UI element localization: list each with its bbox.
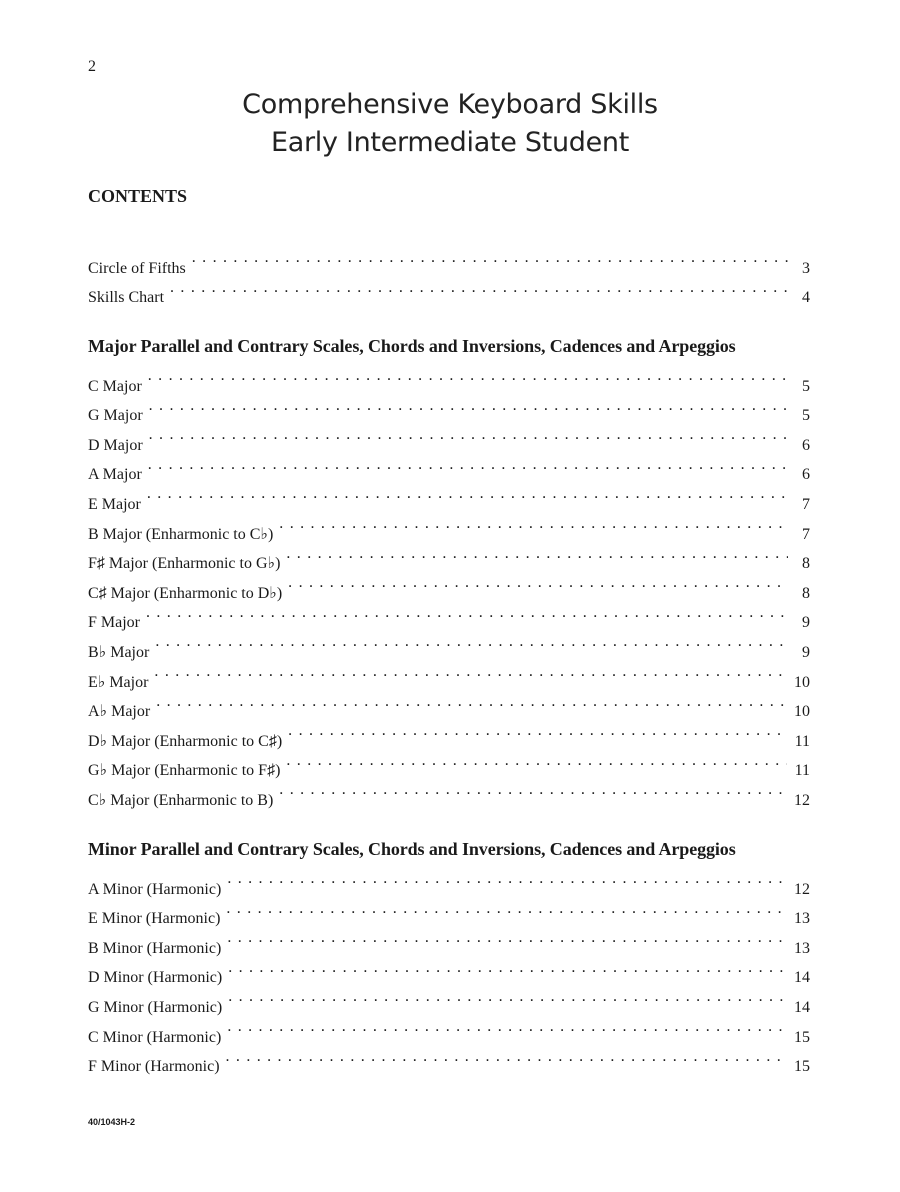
- dot-leader: [227, 1012, 786, 1042]
- toc-entry-label: F Minor (Harmonic): [88, 1058, 220, 1076]
- toc-entry-label: E Minor (Harmonic): [88, 910, 221, 928]
- toc-entry-page: 12: [794, 791, 810, 809]
- toc-entry-label: A♭ Major: [88, 703, 151, 721]
- major-section-heading: Major Parallel and Contrary Scales, Chords and Inversions, Cadences and Arpeggios: [88, 336, 736, 356]
- dot-leader: [227, 923, 786, 953]
- toc-entry: [88, 627, 810, 661]
- toc-entry: [88, 479, 810, 513]
- dot-leader: [286, 746, 786, 776]
- toc-entry-label: E Major: [88, 495, 141, 513]
- dot-leader: [155, 627, 788, 657]
- toc-entry-label: C Minor (Harmonic): [88, 1028, 222, 1046]
- toc-entry-label: A Major: [88, 466, 142, 484]
- dot-leader: [226, 1042, 786, 1072]
- toc-entry-page: 8: [802, 555, 810, 573]
- toc-entry-page: 13: [794, 939, 810, 957]
- toc-entry-label: D♭ Major (Enharmonic to C♯): [88, 732, 283, 750]
- dot-leader: [288, 568, 788, 598]
- toc-entry-label: E♭ Major: [88, 673, 149, 691]
- toc-entry: [88, 420, 810, 454]
- toc-entry-label: Skills Chart: [88, 289, 165, 307]
- dot-leader: [156, 687, 786, 717]
- dot-leader: [192, 243, 788, 273]
- toc-entry-page: 5: [802, 377, 810, 395]
- toc-entry-label: F♯ Major (Enharmonic to G♭): [88, 555, 281, 573]
- toc-entry-page: 7: [802, 495, 810, 513]
- toc-entry-page: 12: [794, 880, 810, 898]
- dot-leader: [279, 775, 786, 805]
- title-line-1: Comprehensive Keyboard Skills: [242, 89, 658, 120]
- toc-entry-page: 9: [802, 643, 810, 661]
- toc-entry: [88, 391, 810, 425]
- toc-entry-label: B Major (Enharmonic to C♭): [88, 525, 274, 543]
- toc-entry-label: G Minor (Harmonic): [88, 998, 223, 1016]
- dot-leader: [147, 479, 788, 509]
- toc-entry-page: 15: [794, 1058, 810, 1076]
- dot-leader: [288, 716, 786, 746]
- toc-entry: [88, 361, 810, 395]
- toc-entry: [88, 450, 810, 484]
- major-section: [88, 331, 810, 809]
- toc-entry-label: G Major: [88, 407, 143, 425]
- toc-entry-label: F Major: [88, 614, 140, 632]
- toc-entry-page: 13: [794, 910, 810, 928]
- toc-entry-label: C Major: [88, 377, 142, 395]
- dot-leader: [148, 450, 788, 480]
- toc-entry-page: 14: [794, 998, 810, 1016]
- toc-entry-label: G♭ Major (Enharmonic to F♯): [88, 762, 281, 780]
- toc-entry-label: C♭ Major (Enharmonic to B): [88, 791, 274, 809]
- toc-entry-label: C♯ Major (Enharmonic to D♭): [88, 584, 283, 602]
- page-number: 2: [88, 58, 96, 75]
- toc-entry: [88, 864, 810, 898]
- toc-entry-label: Circle of Fifths: [88, 259, 186, 277]
- toc-entry-label: B♭ Major: [88, 643, 150, 661]
- toc-entry-label: D Major: [88, 436, 143, 454]
- toc-entry-label: A Minor (Harmonic): [88, 880, 222, 898]
- dot-leader: [228, 982, 786, 1012]
- dot-leader: [286, 539, 788, 569]
- toc-entry-page: 11: [794, 762, 810, 780]
- minor-section: [88, 834, 810, 1076]
- dot-leader: [146, 598, 788, 628]
- title-line-2: Early Intermediate Student: [270, 127, 630, 158]
- dot-leader: [148, 361, 788, 391]
- document-title: [0, 86, 900, 162]
- toc-entry-page: 7: [802, 525, 810, 543]
- toc-entry-page: 5: [802, 407, 810, 425]
- dot-leader: [154, 657, 786, 687]
- contents-heading: CONTENTS: [88, 186, 188, 206]
- toc-entry-page: 11: [794, 732, 810, 750]
- toc-entry-label: B Minor (Harmonic): [88, 939, 222, 957]
- toc-entry: [88, 687, 810, 721]
- toc-entry-page: 4: [802, 289, 810, 307]
- toc-entry-page: 6: [802, 466, 810, 484]
- dot-leader: [279, 509, 788, 539]
- dot-leader: [149, 420, 788, 450]
- minor-section-heading: Minor Parallel and Contrary Scales, Chords and Inversions, Cadences and Arpeggios: [88, 839, 736, 859]
- toc-entry-page: 10: [794, 673, 810, 691]
- toc-entry-page: 14: [794, 969, 810, 987]
- toc-entry-page: 8: [802, 584, 810, 602]
- dot-leader: [227, 864, 786, 894]
- toc-entry-page: 15: [794, 1028, 810, 1046]
- dot-leader: [149, 391, 788, 421]
- dot-leader: [170, 273, 788, 303]
- toc-entry-page: 3: [802, 259, 810, 277]
- toc-entry: [88, 716, 810, 750]
- front-matter-list: [88, 243, 810, 307]
- toc-entry: [88, 598, 810, 632]
- toc-entry: [88, 273, 810, 307]
- dot-leader: [226, 894, 786, 924]
- toc-entry: [88, 243, 810, 277]
- toc-entry: [88, 657, 810, 691]
- toc-entry-page: 10: [794, 703, 810, 721]
- publisher-code: 40/1043H-2: [88, 1117, 136, 1127]
- toc-entry-page: 9: [802, 614, 810, 632]
- toc-entry-page: 6: [802, 436, 810, 454]
- dot-leader: [228, 953, 786, 983]
- toc-entry-label: D Minor (Harmonic): [88, 969, 223, 987]
- toc-entry: [88, 509, 810, 543]
